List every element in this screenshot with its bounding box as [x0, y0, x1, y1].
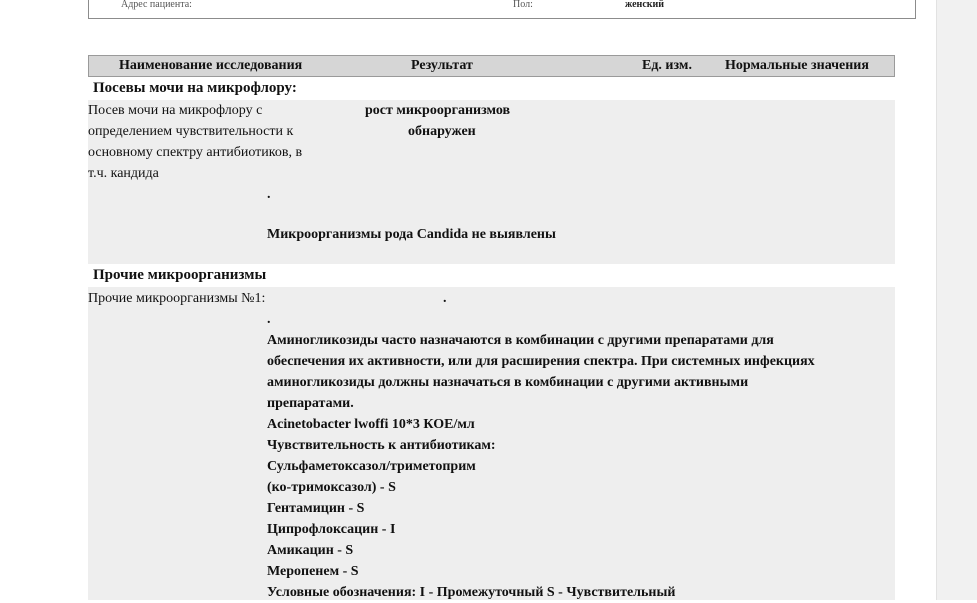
- section-urine-culture-title: Посевы мочи на микрофлору:: [93, 80, 297, 96]
- header-result: Результат: [411, 58, 473, 73]
- result-line: Acinetobacter lwoffi 10*3 КОЕ/мл: [267, 417, 475, 432]
- header-unit: Ед. изм.: [642, 58, 692, 73]
- result-line: Амикацин - S: [267, 543, 354, 558]
- result-line: обеспечения их активности, или для расширения спектра. При системных инфекциях: [267, 354, 815, 369]
- header-test-name: Наименование исследования: [119, 58, 303, 73]
- right-scroll-gutter: [936, 0, 977, 600]
- other-dot: .: [267, 312, 271, 327]
- result-line: (ко-тримоксазол) - S: [267, 480, 396, 495]
- result-line: Гентамицин - S: [267, 501, 365, 516]
- candida-result: Микроорганизмы рода Candida не выявлены: [267, 227, 556, 242]
- patient-info-box: [88, 0, 916, 19]
- test-name-line: т.ч. кандида: [88, 166, 159, 181]
- patient-sex-value: женский: [625, 0, 665, 10]
- patient-sex-label: Пол:: [513, 0, 533, 10]
- sensitivity-result: [267, 330, 815, 603]
- urine-test-name: [88, 100, 302, 184]
- result-line: Сульфаметоксазол/триметоприм: [267, 459, 476, 474]
- other-dot: .: [443, 291, 447, 306]
- results-table-header: [88, 55, 895, 77]
- patient-address-label: Адрес пациента:: [121, 0, 192, 10]
- result-line: препаратами.: [267, 396, 354, 411]
- test-name-line: основному спектру антибиотиков, в: [88, 145, 303, 160]
- result-line: Меропенем - S: [267, 564, 359, 579]
- result-line: Условные обозначения: I - Промежуточный S - Чувствительный: [267, 585, 676, 600]
- test-name-line: Посев мочи на микрофлору с: [88, 103, 263, 118]
- urine-result-line: рост микроорганизмов: [365, 103, 511, 118]
- result-line: Аминогликозиды часто назначаются в комбинации с другими препаратами для: [267, 333, 774, 348]
- result-line: Чувствительность к антибиотикам:: [267, 438, 496, 453]
- other-test-name: Прочие микроорганизмы №1:: [88, 291, 266, 306]
- result-line: аминогликозиды должны назначаться в комбинации с другими активными: [267, 375, 749, 390]
- urine-result-line: обнаружен: [408, 124, 476, 139]
- urine-dot: .: [267, 187, 271, 202]
- result-line: Ципрофлоксацин - I: [267, 522, 396, 537]
- test-name-line: определением чувствительности к: [88, 124, 294, 139]
- section-other-microorganisms-title: Прочие микроорганизмы: [93, 267, 267, 283]
- header-norm: Нормальные значения: [725, 58, 869, 73]
